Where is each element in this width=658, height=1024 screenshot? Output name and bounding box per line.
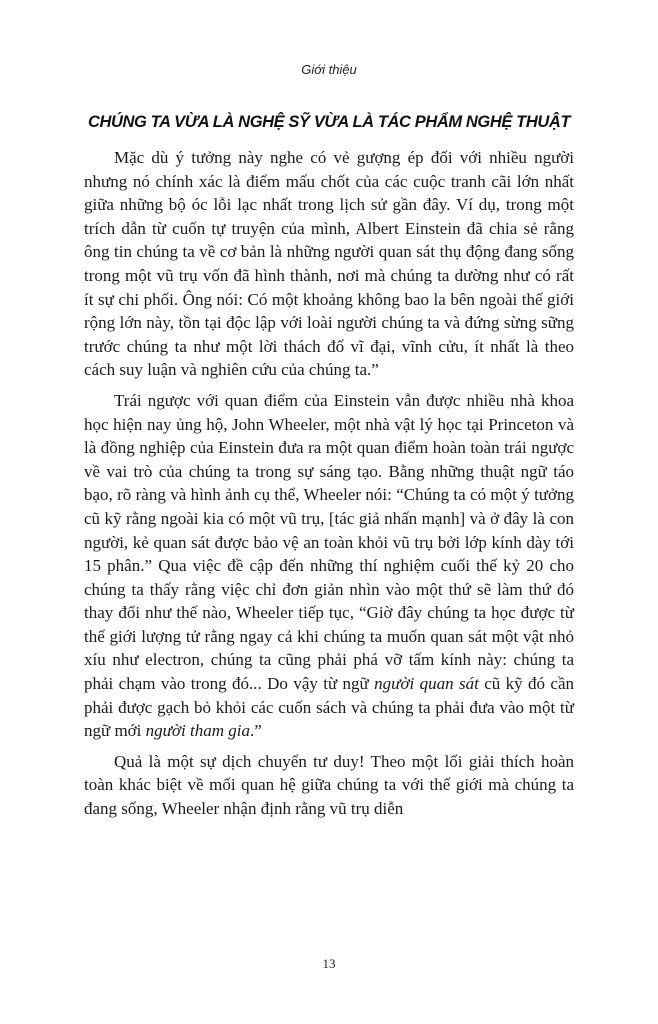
paragraph-2	[84, 389, 574, 743]
italic-term-participant: người tham gia	[145, 721, 250, 741]
body-text	[84, 146, 574, 828]
paragraph-2-text-c: .”	[249, 721, 262, 741]
section-title: CHÚNG TA VỪA LÀ NGHỆ SỸ VỪA LÀ TÁC PHẨM NGHỆ THUẬT	[87, 113, 571, 131]
paragraph-3: Quả là một sự dịch chuyển tư duy! Theo một lối giải thích hoàn toàn khác biệt về mối quan hệ giữa chúng ta với thế giới mà chúng ta đang sống, Wheeler nhận định rằng vũ trụ diễn	[84, 751, 574, 819]
page-number: 13	[322, 956, 336, 971]
paragraph-1: Mặc dù ý tưởng này nghe có vẻ gượng ép đối với nhiều người nhưng nó chính xác là điểm mấu chốt của các cuộc tranh cãi lớn nhất giữa những bộ óc lỗi lạc nhất trong lịch sử gần đây. Ví dụ, trong một trích dẫn từ cuốn tự truyện của mình, Albert Einstein đã chia sẻ rằng ông tin chúng ta về cơ bản là những người quan sát thụ động đang sống trong một vũ trụ vốn đã hình thành, nơi mà chúng ta dường như có rất ít sự chi phối. Ông nói: Có một khoảng không bao la bên ngoài thế giới rộng lớn này, tồn tại độc lập với loài người chúng ta và đứng sừng sững trước chúng ta như một lời thách đố vĩ đại, vĩnh cửu, ít nhất là theo cách suy luận và nghiên cứu của chúng ta.”	[84, 148, 574, 380]
italic-term-observer: người quan sát	[374, 674, 479, 694]
paragraph-2-text-a: Trái ngược với quan điểm của Einstein vẫn được nhiều nhà khoa học hiện nay ủng hộ, John Wheeler, một nhà vật lý học tại Princeton và là đồng nghiệp của Einstein đưa ra một quan điểm hoàn toàn trái ngược về vai trò của chúng ta trong sự sáng tạo. Bằng những thuật ngữ táo bạo, rõ ràng và hình ảnh cụ thể, Wheeler nói: “Chúng ta có một ý tưởng cũ kỹ rằng ngoài kia có một vũ trụ, [tác giả nhấn mạnh] và ở đây là con người, kẻ quan sát được bảo vệ an toàn khỏi vũ trụ bởi lớp kính dày tới 15 phân.” Qua việc đề cập đến những thí nghiệm cuối thế kỷ 20 cho chúng ta thấy rằng việc chỉ đơn giản nhìn vào một thứ sẽ làm thứ đó thay đổi như thế nào, Wheeler tiếp tục, “Giờ đây chúng ta học được từ thế giới lượng tử rằng ngay cả khi chúng ta muốn quan sát một vật nhỏ xíu như electron, chúng ta cũng phải phá vỡ tấm kính này: chúng ta phải chạm vào trong đó... Do vậy từ ngữ	[84, 390, 574, 694]
paragraph-2-text-b: cũ kỹ đó cần phải được gạch bỏ khỏi các cuốn sách và chúng ta phải đưa vào một từ ngữ mới	[84, 674, 575, 741]
running-header: Giới thiệu	[301, 62, 357, 77]
